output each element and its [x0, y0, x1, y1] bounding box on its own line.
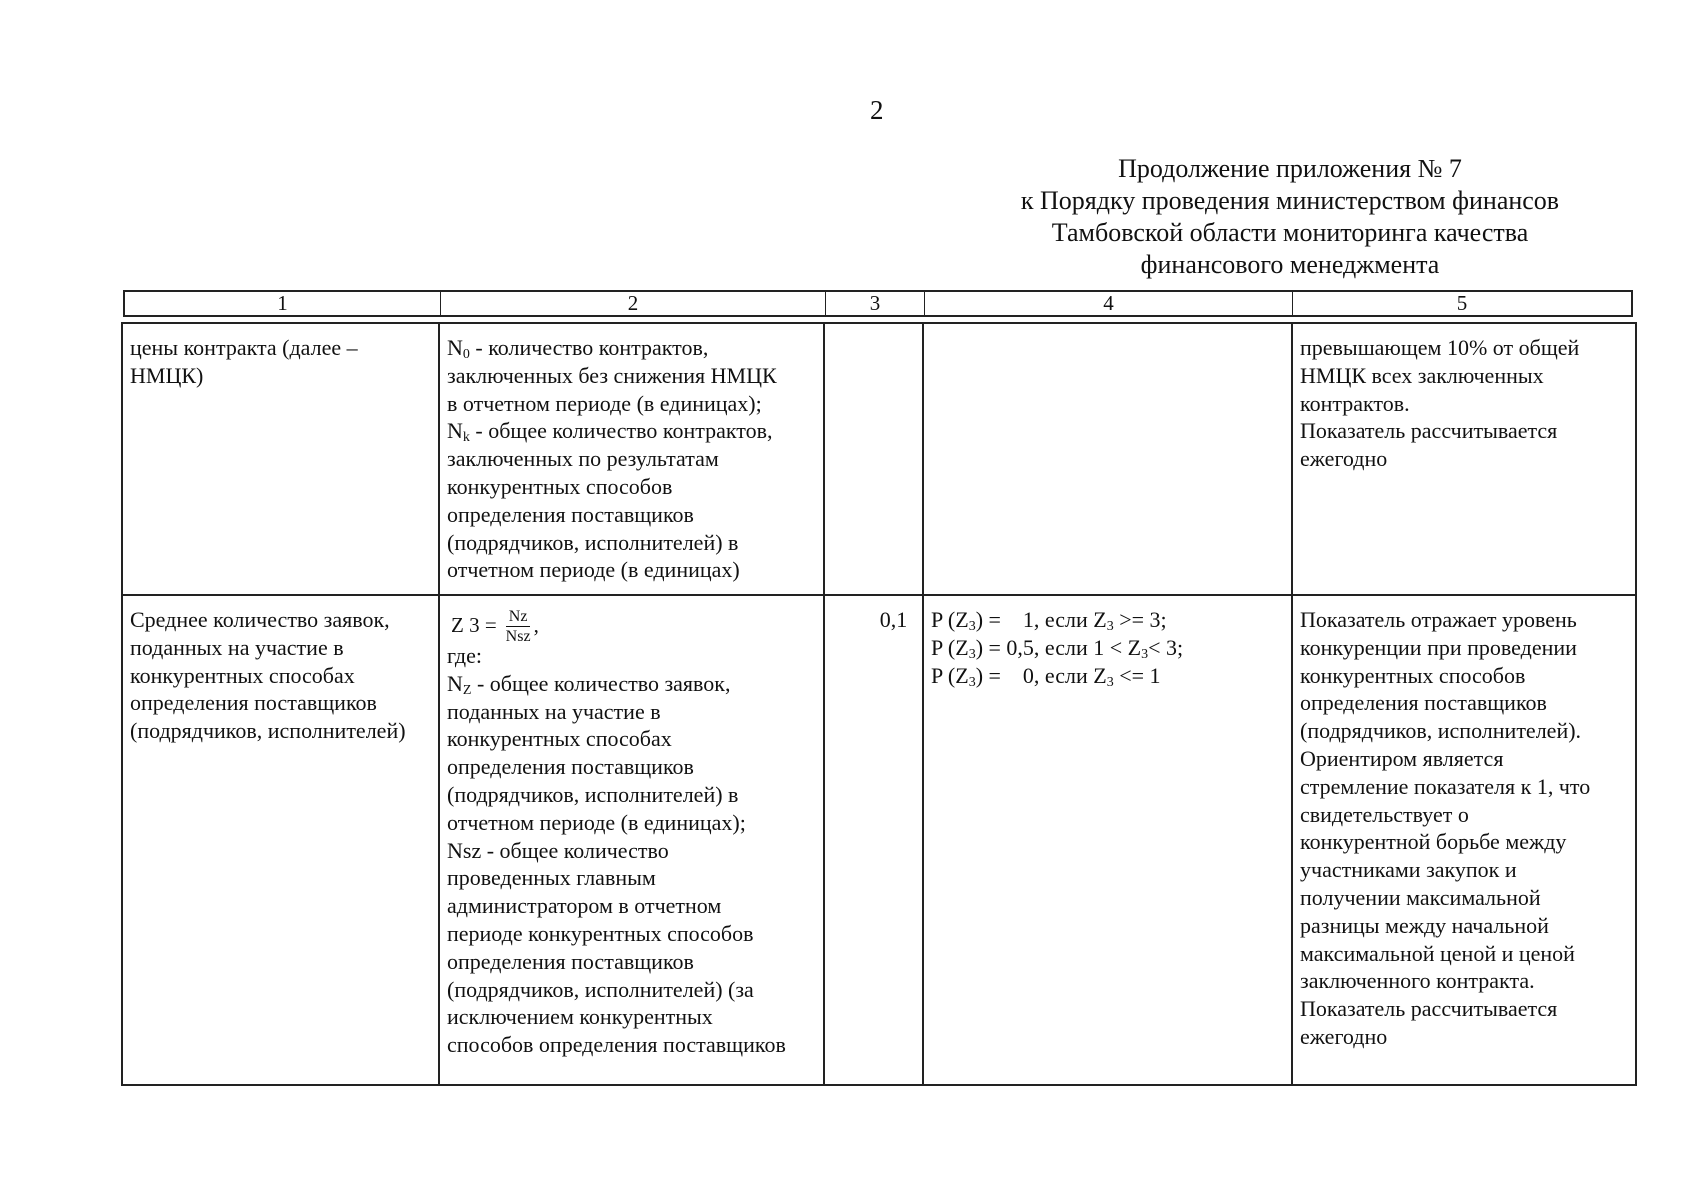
variable-subscript: k — [462, 430, 470, 446]
column-number-3: 3 — [826, 292, 925, 315]
comment-text: ежегодно — [1300, 446, 1388, 472]
formula-cell — [439, 323, 824, 595]
criteria-condition: P $(Z_3)$ = 1, если $Z_3 >= 3$; — [931, 607, 1167, 634]
comment-text: Ориентиром является — [1300, 745, 1504, 771]
variable-definition-nk — [447, 417, 817, 445]
variable-symbol: N — [447, 418, 463, 444]
comment-text: Показатель отражает уровень — [1300, 607, 1577, 632]
formula-trail: , — [533, 613, 539, 638]
formula-text: Nsz - общее количество — [447, 837, 669, 863]
variable-text: - общее количество заявок, — [471, 670, 731, 696]
variable-text: - общее количество контрактов, — [469, 418, 773, 444]
formula-fraction — [503, 607, 534, 646]
indicator-text: поданных на участие в — [130, 634, 344, 660]
comment-cell — [1292, 323, 1636, 595]
variable-text: - количество контрактов, — [469, 335, 709, 360]
column-number-header — [123, 290, 1633, 317]
comment-cell — [1292, 595, 1636, 1085]
comment-text: разницы между начальной — [1300, 912, 1549, 938]
comment-text: участниками закупок и — [1300, 857, 1517, 883]
comment-text: (подрядчиков, исполнителей). — [1300, 718, 1582, 744]
formula-text: определения поставщиков — [447, 948, 694, 974]
indicator-text: Среднее количество заявок, — [130, 607, 390, 632]
formula-text: конкурентных способах — [447, 726, 672, 752]
comment-text: Показатель рассчитывается — [1300, 996, 1558, 1022]
appendix-header-line: Тамбовской области мониторинга качества — [1051, 218, 1529, 247]
comment-text: определения поставщиков — [1300, 690, 1547, 716]
formula-text: администратором в отчетном — [447, 893, 722, 919]
appendix-header-line: финансового менеджмента — [1140, 250, 1440, 279]
table-row — [122, 595, 1636, 1085]
page-number: 2 — [870, 95, 884, 125]
indicator-text: конкурентных способах — [130, 662, 355, 688]
variable-symbol: N — [447, 335, 463, 360]
formula-text: периоде конкурентных способов — [447, 920, 754, 946]
indicators-table — [121, 322, 1637, 1086]
appendix-header-line: к Порядку проведения министерством финансов — [1020, 186, 1560, 215]
formula-text: отчетном периоде (в единицах) — [447, 557, 740, 583]
formula-text: отчетном периоде (в единицах); — [447, 809, 746, 835]
formula-text: способов определения поставщиков — [447, 1032, 786, 1058]
variable-subscript: 0 — [462, 347, 470, 362]
indicator-text: определения поставщиков — [130, 690, 377, 716]
formula-lhs: Z 3 = — [451, 613, 497, 638]
formula-text: поданных на участие в — [447, 698, 661, 724]
column-number-2: 2 — [441, 292, 826, 315]
formula-text: (подрядчиков, исполнителей) в — [447, 781, 739, 807]
indicator-text: цены контракта (далее – — [130, 335, 358, 360]
formula-numerator: Nz — [506, 607, 531, 627]
appendix-header — [990, 153, 1590, 281]
column-number-4: 4 — [925, 292, 1293, 315]
variable-subscript: Z — [462, 682, 472, 698]
formula-text: заключенных без снижения НМЦК — [447, 362, 777, 388]
comment-text: Показатель рассчитывается — [1300, 418, 1558, 444]
variable-definition-n0 — [447, 334, 817, 362]
weight-cell — [824, 323, 923, 595]
comment-text: получении максимальной — [1300, 884, 1541, 910]
formula-text: в отчетном периоде (в единицах); — [447, 390, 762, 416]
comment-text: стремление показателя к 1, что — [1300, 773, 1591, 799]
criteria-condition: P $(Z_3) = 0,5$, если $1 < Z_3< 3$; — [931, 634, 1184, 662]
formula-text: (подрядчиков, исполнителей) (за — [447, 976, 754, 1002]
comment-text: конкурентной борьбе между — [1300, 829, 1567, 855]
comment-text: ежегодно — [1300, 1023, 1388, 1049]
formula-text: конкурентных способов — [447, 473, 673, 499]
formula-text: проведенных главным — [447, 865, 656, 891]
comment-text: свидетельствует о — [1300, 801, 1469, 827]
criteria-cell — [923, 323, 1292, 595]
indicator-text: НМЦК) — [130, 362, 204, 388]
indicator-text: (подрядчиков, исполнителей) — [130, 718, 406, 744]
formula-denominator: Nsz — [505, 627, 531, 645]
comment-text: превышающем 10% от общей — [1300, 335, 1580, 360]
column-number-5: 5 — [1456, 291, 1468, 315]
formula-text: заключенных по результатам — [447, 446, 719, 472]
comment-text: контрактов. — [1300, 390, 1410, 416]
table-row — [122, 323, 1636, 595]
appendix-header-line: Продолжение приложения № 7 — [1118, 154, 1462, 183]
formula-text: определения поставщиков — [447, 501, 694, 527]
comment-text: максимальной ценой и ценой — [1300, 940, 1575, 966]
criteria-condition: P $(Z_3)$ = 0, если $Z_3 <= 1$ — [931, 662, 1161, 690]
comment-text: НМЦК всех заключенных — [1300, 362, 1544, 388]
formula-text: определения поставщиков — [447, 754, 694, 780]
formula-cell — [439, 595, 824, 1085]
column-number-1: 1 — [125, 292, 441, 315]
formula-text: (подрядчиков, исполнителей) в — [447, 529, 739, 555]
variable-definition-nz — [447, 670, 817, 698]
indicator-cell — [122, 323, 439, 595]
comment-text: конкурентных способов — [1300, 662, 1526, 688]
formula-text: исключением конкурентных — [447, 1004, 713, 1030]
formula-where: где: — [447, 643, 482, 668]
variable-symbol: N — [447, 670, 463, 696]
comment-text: заключенного контракта. — [1300, 968, 1535, 994]
comment-text: конкуренции при проведении — [1300, 634, 1577, 660]
weight-cell: 0,1 — [824, 595, 923, 1085]
indicator-cell — [122, 595, 439, 1085]
criteria-cell — [923, 595, 1292, 1085]
